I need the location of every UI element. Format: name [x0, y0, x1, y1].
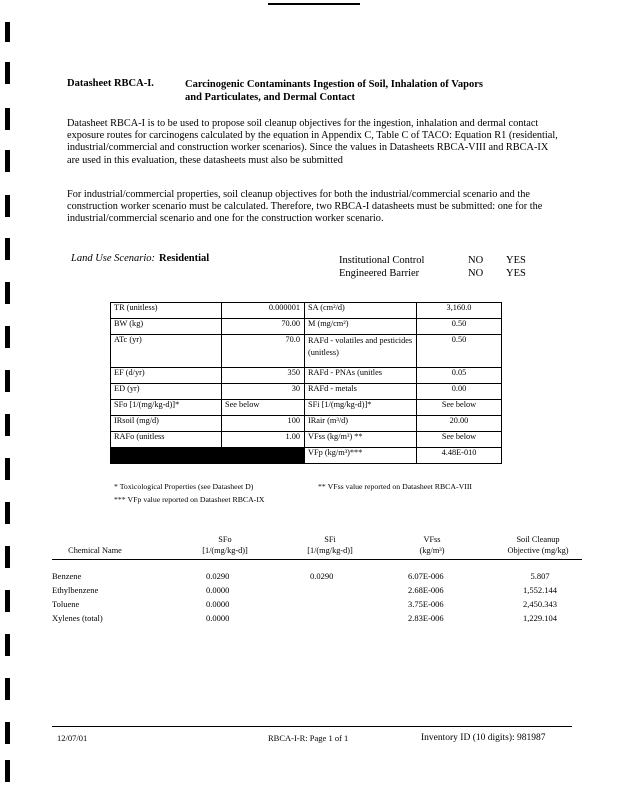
engineered-barrier-no[interactable]: NO — [468, 268, 484, 279]
sfi-value: See below — [417, 400, 502, 416]
param-row — [111, 400, 502, 416]
chemical-sfo: 0.0000 — [206, 613, 230, 623]
ef-value: 350 — [222, 368, 305, 384]
vfp-label: VFp (kg/m³)*** — [305, 448, 417, 464]
footnote-vfss: ** VFss value reported on Datasheet RBCA-VIII — [318, 482, 473, 491]
footer-divider — [52, 726, 572, 727]
institutional-control-label: Institutional Control — [339, 255, 425, 266]
scan-edge-mark — [5, 414, 10, 436]
rafd-volatiles-label: RAFd - volatiles and pesticides (unitless) — [305, 335, 417, 368]
scan-edge-mark — [5, 502, 10, 524]
scan-edge-mark — [5, 195, 10, 217]
irair-value: 20.00 — [417, 416, 502, 432]
rafd-metals-value: 0.00 — [417, 384, 502, 400]
sfi-label: SFi [1/(mg/kg-d)]* — [305, 400, 417, 416]
land-use-scenario-label: Land Use Scenario: — [71, 253, 155, 264]
header-vfss-line2: (kg/m³) — [419, 546, 445, 555]
footer-date: 12/07/01 — [57, 733, 88, 743]
param-row — [111, 416, 502, 432]
tr-label: TR (unitless) — [111, 303, 222, 319]
institutional-control-yes[interactable]: YES — [506, 255, 526, 266]
footer-page: RBCA-I-R: Page 1 of 1 — [268, 733, 349, 743]
header-vfss-line1: VFss — [423, 535, 441, 544]
bw-value: 70.00 — [222, 319, 305, 335]
chemical-vfss: 6.07E-006 — [408, 571, 444, 581]
land-use-scenario — [71, 253, 209, 264]
intro-paragraph: Datasheet RBCA-I is to be used to propose soil cleanup objectives for the ingestion, inhalation and dermal contact exposure routes for carcinogens calculated by the equation in Appendix C, Table C of TACO: Equation R1 (residential, industrial/commercial and construction worker scenarios). Since the values in Datasheets RBCA-VIII and RBCA-IX are used in this evaluation, these datasheets must also be submitted — [67, 118, 558, 166]
scan-top-line — [268, 3, 360, 5]
bw-label: BW (kg) — [111, 319, 222, 335]
chemical-name: Ethylbenzene — [52, 585, 99, 595]
chemical-sfo: 0.0000 — [206, 585, 230, 595]
vfss-label: VFss (kg/m³) ** — [305, 432, 417, 448]
param-row — [111, 368, 502, 384]
scan-edge-mark — [5, 722, 10, 744]
scan-edge-mark — [5, 282, 10, 304]
scan-edge-mark — [5, 760, 10, 782]
datasheet-title-line1: Carcinogenic Contaminants Ingestion of Soil, Inhalation of Vapors — [185, 79, 483, 90]
irsoil-value: 100 — [222, 416, 305, 432]
chemical-sfo: 0.0000 — [206, 599, 230, 609]
header-sco-line2: Objective (mg/kg) — [507, 546, 569, 555]
datasheet-title-line2: and Particulates, and Dermal Contact — [185, 92, 356, 103]
chemical-vfss: 3.75E-006 — [408, 599, 444, 609]
header-sfo-line2: [1/(mg/kg-d)] — [202, 546, 248, 555]
scan-edge-mark — [5, 634, 10, 656]
chemical-name: Benzene — [52, 571, 82, 581]
land-use-scenario-value: Residential — [159, 253, 210, 264]
scan-edge-mark — [5, 370, 10, 392]
header-sfo — [180, 534, 270, 556]
datasheet-title — [185, 78, 585, 104]
param-row — [111, 319, 502, 335]
scan-edge-mark — [5, 238, 10, 260]
m-value: 0.50 — [417, 319, 502, 335]
m-label: M (mg/cm²) — [305, 319, 417, 335]
scan-edge-mark — [5, 22, 10, 42]
blacked-out-cell — [111, 448, 305, 464]
rafd-metals-label: RAFd - metals — [305, 384, 417, 400]
header-sfi-line1: SFi — [324, 535, 336, 544]
header-chemical-name: Chemical Name — [68, 546, 122, 555]
chemical-sfo: 0.0290 — [206, 571, 230, 581]
footer-inventory-id: Inventory ID (10 digits): 981987 — [421, 733, 546, 743]
industrial-paragraph: For industrial/commercial properties, soil cleanup objectives for both the industrial/commercial scenario and the construction worker scenario must be calculated. Therefore, two RBCA-I datasheets must be submitted: one for the industrial/commercial scenario and one for the construction worker scenario. — [67, 189, 543, 225]
chemical-vfss: 2.68E-006 — [408, 585, 444, 595]
chemical-name: Toluene — [52, 599, 80, 609]
irsoil-label: IRsoil (mg/d) — [111, 416, 222, 432]
chemical-soil-cleanup-objective: 1,552.144 — [523, 585, 557, 595]
rafo-value: 1.00 — [222, 432, 305, 448]
header-sfo-line1: SFo — [218, 535, 232, 544]
chemical-soil-cleanup-objective: 2,450.343 — [523, 599, 557, 609]
sa-value: 3,160.0 — [417, 303, 502, 319]
header-sco-line1: Soil Cleanup — [516, 535, 560, 544]
ed-label: ED (yr) — [111, 384, 222, 400]
scan-edge-mark — [5, 150, 10, 172]
atc-label: ATc (yr) — [111, 335, 222, 368]
chemical-name: Xylenes (total) — [52, 613, 103, 623]
footnote-toxicological: * Toxicological Properties (see Datasheet D) — [114, 482, 254, 491]
sa-label: SA (cm²/d) — [305, 303, 417, 319]
scan-edge-mark — [5, 590, 10, 612]
header-sfi — [285, 534, 375, 556]
exposure-parameter-table — [110, 302, 502, 464]
tr-value: 0.000001 — [222, 303, 305, 319]
chemical-soil-cleanup-objective: 5.807 — [530, 571, 550, 581]
rafd-volatiles-value: 0.50 — [417, 335, 502, 368]
engineered-barrier-label: Engineered Barrier — [339, 268, 420, 279]
vfp-value: 4.48E-010 — [417, 448, 502, 464]
header-soil-cleanup-objective — [488, 534, 588, 556]
ed-value: 30 — [222, 384, 305, 400]
footnote-vfp: *** VFp value reported on Datasheet RBCA-IX — [114, 495, 265, 504]
param-row — [111, 432, 502, 448]
sfo-value: See below — [222, 400, 305, 416]
scan-edge-mark — [5, 546, 10, 568]
chemical-sfi: 0.0290 — [310, 571, 334, 581]
scan-edge-mark — [5, 678, 10, 700]
param-row — [111, 303, 502, 319]
engineered-barrier-yes[interactable]: YES — [506, 268, 526, 279]
sfo-label: SFo [1/(mg/kg-d)]* — [111, 400, 222, 416]
scan-edge-mark — [5, 326, 10, 348]
rafo-label: RAFo (unitless — [111, 432, 222, 448]
vfss-value: See below — [417, 432, 502, 448]
rafd-pnas-label: RAFd - PNAs (unitles — [305, 368, 417, 384]
rafd-pnas-value: 0.05 — [417, 368, 502, 384]
header-divider — [52, 559, 582, 560]
institutional-control-no[interactable]: NO — [468, 255, 484, 266]
chemical-vfss: 2.83E-006 — [408, 613, 444, 623]
atc-value: 70.0 — [222, 335, 305, 368]
param-row — [111, 335, 502, 368]
param-row — [111, 448, 502, 464]
scan-edge-mark — [5, 108, 10, 130]
scan-edge-mark — [5, 62, 10, 84]
scan-edge-mark — [5, 458, 10, 480]
param-row — [111, 384, 502, 400]
header-vfss — [392, 534, 472, 556]
irair-label: IRair (m³/d) — [305, 416, 417, 432]
header-sfi-line2: [1/(mg/kg-d)] — [307, 546, 353, 555]
ef-label: EF (d/yr) — [111, 368, 222, 384]
chemical-soil-cleanup-objective: 1,229.104 — [523, 613, 557, 623]
datasheet-label: Datasheet RBCA-I. — [67, 78, 154, 89]
